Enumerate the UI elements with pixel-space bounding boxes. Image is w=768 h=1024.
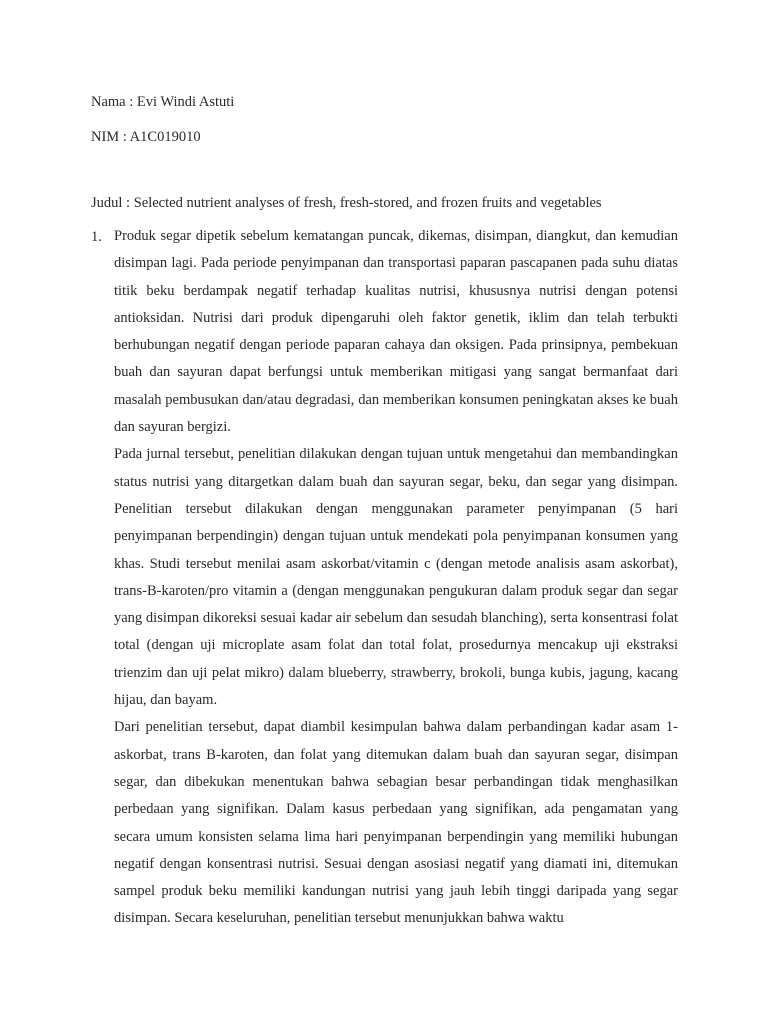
body-text	[114, 223, 678, 933]
student-name: Nama : Evi Windi Astuti	[91, 94, 235, 110]
paragraph-3: Dari penelitian tersebut, dapat diambil kesimpulan bahwa dalam perbandingan kadar asam 1-askorbat, trans B-karoten, dan folat yang ditemukan dalam buah dan sayuran segar, disimpan segar, dan dibekukan menentukan bahwa sebagian besar perbandingan tidak menghasilkan perbedaan yang signifikan. Dalam kasus perbedaan yang signifikan, ada pengamatan yang secara umum konsisten selama lima hari penyimpanan berpendingin yang memiliki hubungan negatif dengan konsentrasi nutrisi. Sesuai dengan asosiasi negatif yang diamati ini, ditemukan sampel produk beku memiliki kandungan nutrisi yang jauh lebih tinggi daripada yang segar disimpan. Secara keseluruhan, penelitian tersebut menunjukkan bahwa waktu	[114, 719, 678, 927]
document-title: Judul : Selected nutrient analyses of fresh, fresh-stored, and frozen fruits and vegetables	[91, 195, 602, 211]
paragraph-1: Produk segar dipetik sebelum kematangan puncak, dikemas, disimpan, diangkut, dan kemudian disimpan lagi. Pada periode penyimpanan dan transportasi paparan pascapanen pada suhu diatas titik beku berdampak negatif terhadap kualitas nutrisi, khususnya nutrisi dengan potensi antioksidan. Nutrisi dari produk dipengaruhi oleh faktor genetik, iklim dan telah terbukti berhubungan negatif dengan periode paparan cahaya dan oksigen. Pada prinsipnya, pembekuan buah dan sayuran dapat berfungsi untuk memberikan mitigasi yang sangat bermanfaat dari masalah pembusukan dan/atau degradasi, dan memberikan konsumen peningkatan akses ke buah dan sayuran bergizi.	[114, 228, 678, 436]
paragraph-2: Pada jurnal tersebut, penelitian dilakukan dengan tujuan untuk mengetahui dan membandingkan status nutrisi yang ditargetkan dalam buah dan sayuran segar, beku, dan segar yang disimpan. Penelitian tersebut dilakukan dengan menggunakan parameter penyimpanan (5 hari penyimpanan berpendingin) dengan tujuan untuk mendekati pola penyimpanan konsumen yang khas. Studi tersebut menilai asam askorbat/vitamin c (dengan metode analisis asam askorbat), trans-B-karoten/pro vitamin a (dengan menggunakan pengukuran dalam produk segar dan segar yang disimpan dikoreksi sesuai kadar air sebelum dan sesudah blanching), serta konsentrasi folat total (dengan uji microplate asam folat dan total folat, prosedurnya mencakup uji ekstraksi trienzim dan uji pelat mikro) dalam blueberry, strawberry, brokoli, bunga kubis, jagung, kacang hijau, dan bayam.	[114, 446, 678, 709]
list-number: 1.	[91, 229, 102, 245]
student-nim: NIM : A1C019010	[91, 129, 201, 145]
